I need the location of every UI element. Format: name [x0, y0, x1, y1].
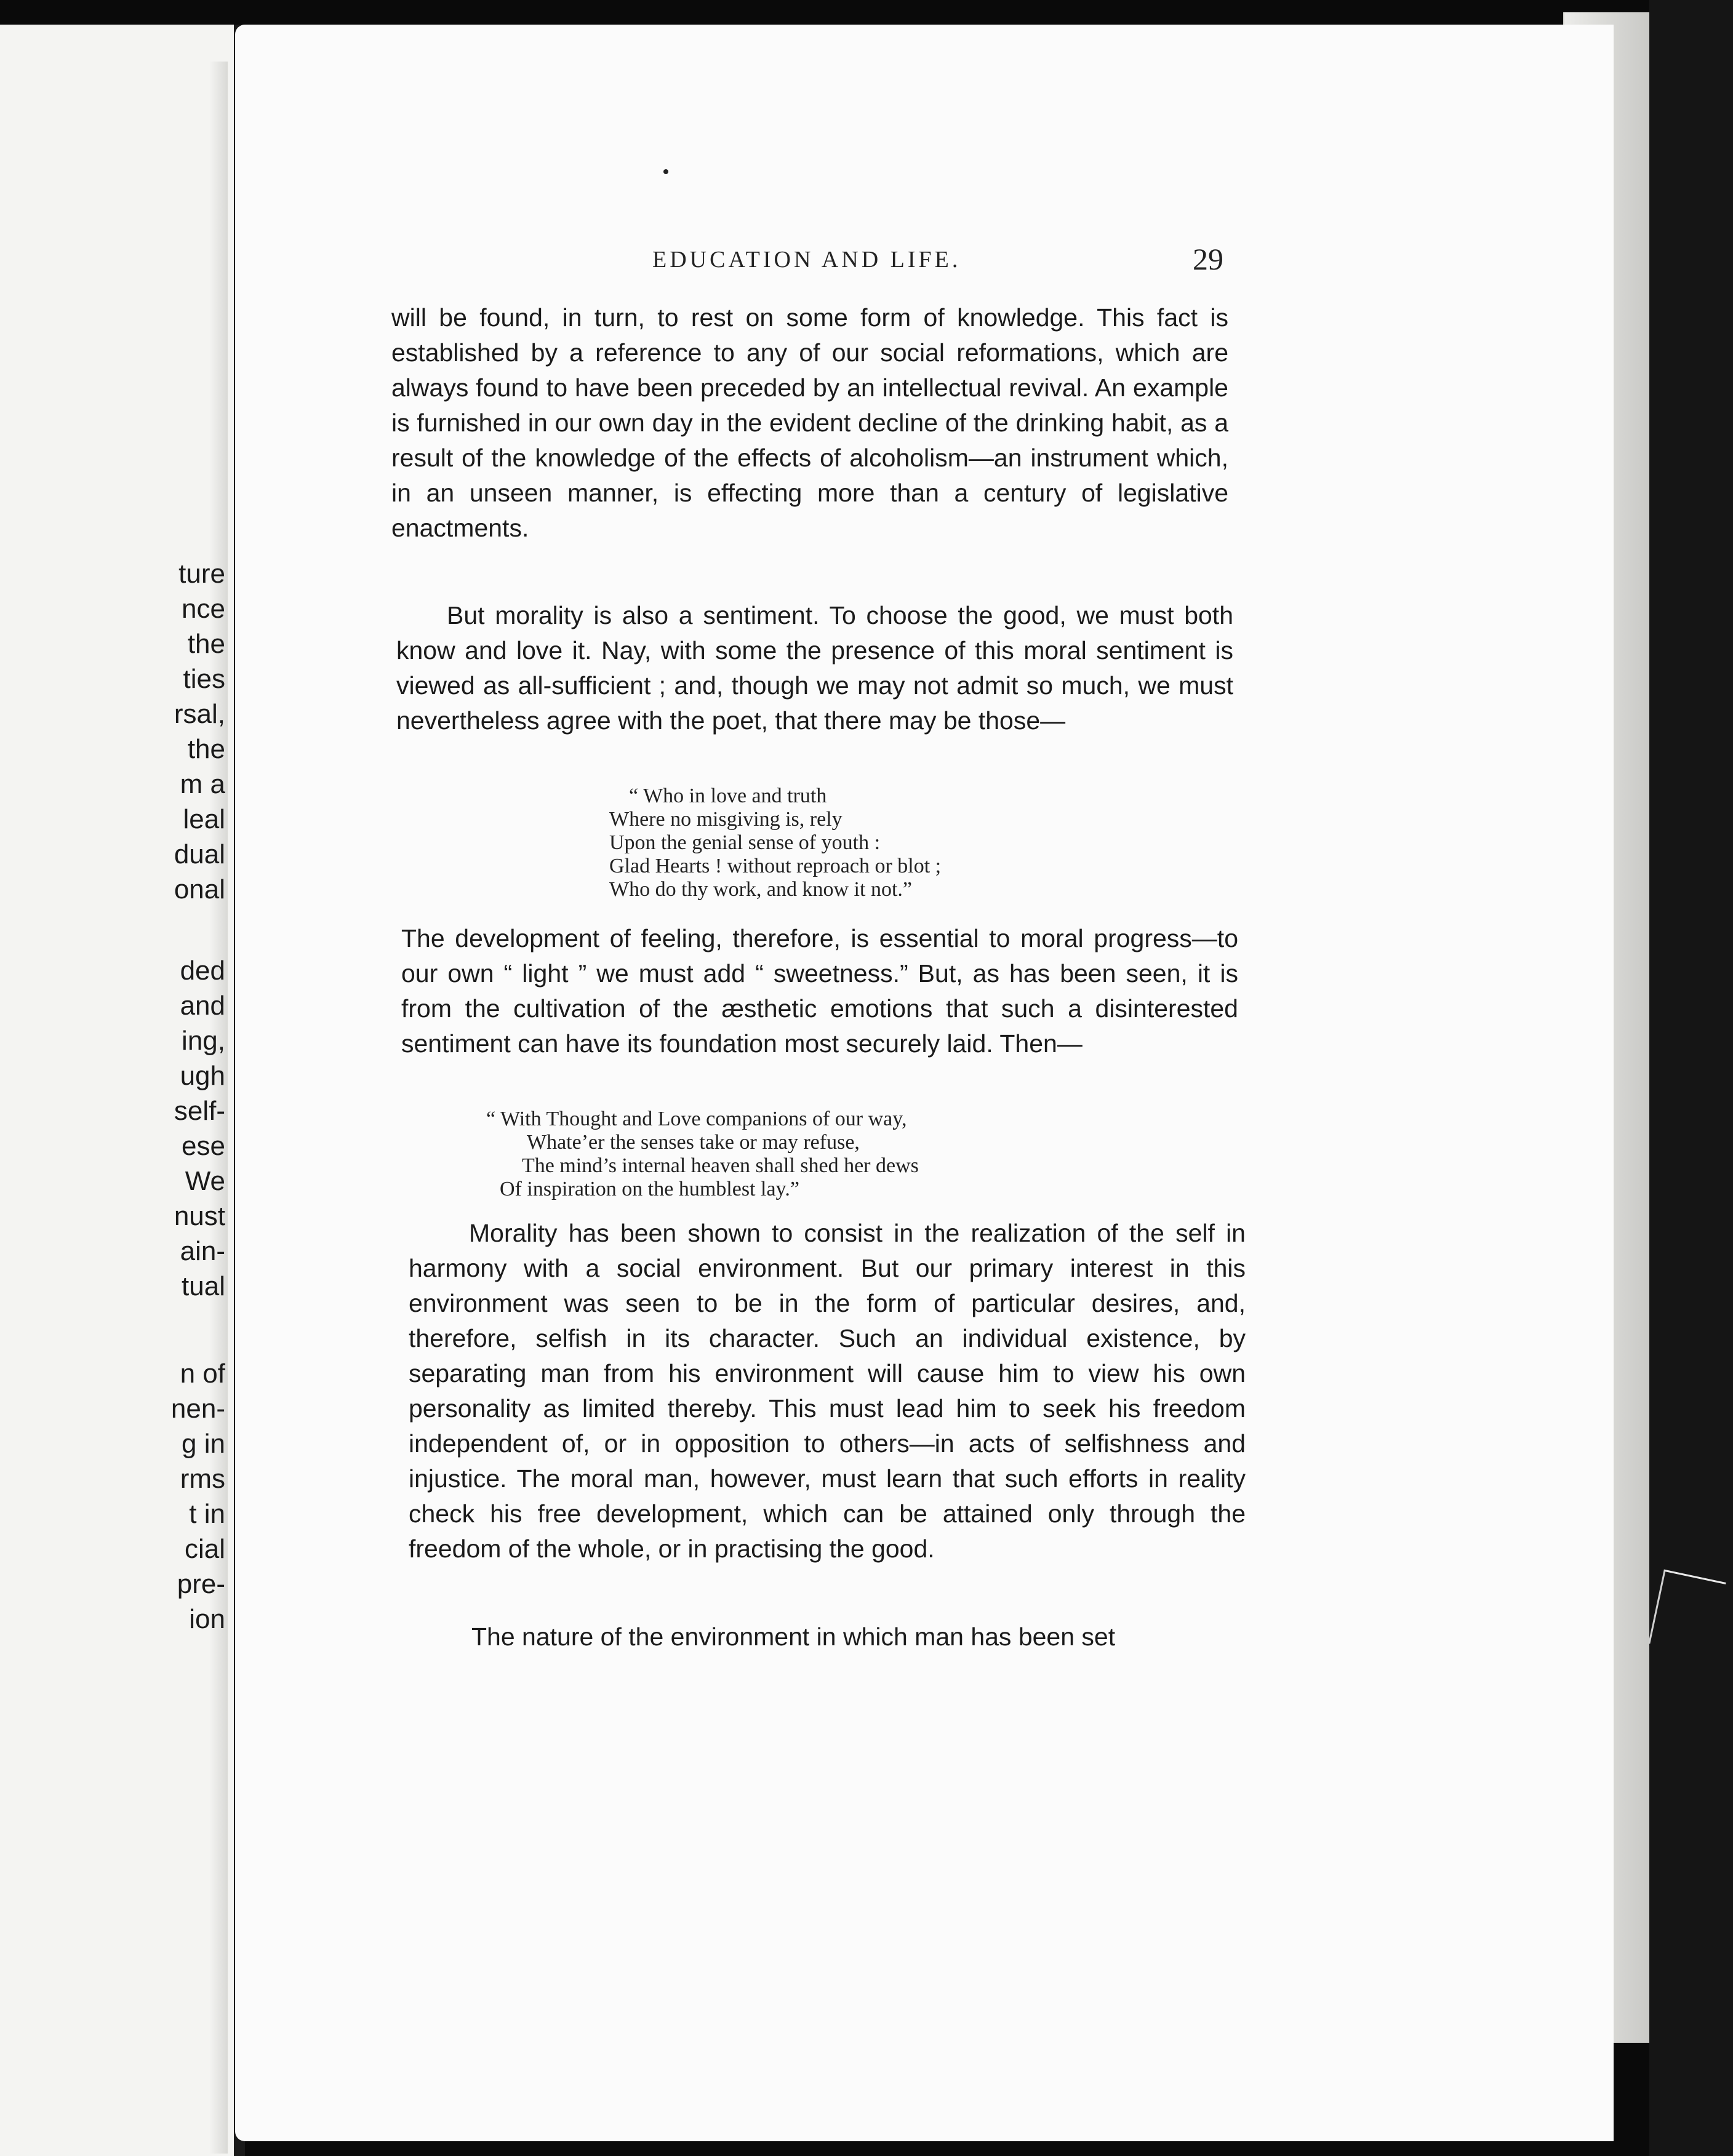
left-page-line-fragment: ties — [183, 664, 225, 694]
paragraph-5-block — [410, 1619, 1259, 1655]
paragraph-2-block — [396, 598, 1233, 738]
left-page-line-fragment: t in — [189, 1499, 225, 1529]
quote-line: Glad Hearts ! without reproach or blot ; — [609, 855, 942, 877]
left-page-line-fragment: n of — [180, 1359, 225, 1389]
paragraph-3-block — [401, 921, 1238, 1061]
left-page-line-fragment: the — [187, 734, 225, 764]
paragraph-4: Morality has been shown to consist in the realization of the self in harmony with a social environment. But our primary interest in this environment was seen to be in the form of particular desires, and, therefore, selfish in its character. Such an individual existence, by separating man from his environment will cause him to view his own personality as limited thereby. This must lead him to seek his freedom independent of, or in opposition to others—in acts of selfishness and injustice. The moral man, however, must learn that such efforts in reality check his free development, which can be attained only through the freedom of the whole, or in practising the good. — [409, 1219, 1246, 1563]
left-page-line-fragment: g in — [182, 1429, 225, 1459]
left-page-line-fragment: ese — [182, 1131, 225, 1161]
quote-line: The mind’s internal heaven shall shed her dews — [522, 1154, 919, 1177]
left-page-line-fragment: self- — [174, 1096, 225, 1126]
left-page-line-fragment: ion — [189, 1604, 225, 1634]
quote-line: Whate’er the senses take or may refuse, — [527, 1131, 860, 1154]
left-page-line-fragment: ing, — [182, 1026, 225, 1056]
left-page-line-fragment: rsal, — [174, 699, 225, 729]
left-page-line-fragment: dual — [174, 839, 225, 869]
paragraph-5: The nature of the environment in which man has been set — [471, 1623, 1116, 1651]
paragraph-1-block — [391, 300, 1228, 546]
left-page-line-fragment: onal — [174, 874, 225, 904]
quote-line: “ Who in love and truth — [629, 785, 827, 807]
quote-line: “ With Thought and Love companions of our way, — [486, 1108, 907, 1130]
left-page-line-fragment: cial — [184, 1534, 225, 1564]
book-cover-edge — [1649, 0, 1733, 2156]
left-page-line-fragment: m a — [180, 769, 225, 799]
quotation-2 — [486, 1108, 919, 1201]
quote-line: Where no misgiving is, rely — [609, 808, 842, 831]
page-number: 29 — [1193, 242, 1223, 276]
left-page-line-fragment: the — [187, 629, 225, 659]
paragraph-2: But morality is also a sentiment. To choose the good, we must both know and love it. Nay, with some the presence of this moral sentiment is viewed as all-sufficient ; and, though we may not admit so much, we must nevertheless agree with the poet, that there may be those— — [396, 601, 1233, 735]
left-page-line-fragment: ded — [180, 956, 225, 986]
left-page — [0, 25, 245, 2156]
quote-line: Who do thy work, and know it not.” — [609, 878, 912, 901]
ink-speck — [663, 169, 668, 174]
left-page-line-fragment: ugh — [180, 1061, 225, 1091]
paragraph-4-block — [409, 1216, 1246, 1567]
left-page-line-fragment: We — [185, 1166, 225, 1196]
running-head: EDUCATION AND LIFE. — [652, 247, 961, 273]
quote-line: Of inspiration on the humblest lay.” — [500, 1178, 799, 1200]
quote-line: Upon the genial sense of youth : — [609, 831, 881, 854]
left-page-line-fragment: and — [180, 991, 225, 1021]
left-page-line-fragment: rms — [180, 1464, 225, 1494]
left-page-line-fragment: nce — [182, 594, 225, 624]
left-page-line-fragment: nen- — [170, 1394, 225, 1424]
left-page-line-fragment: tual — [182, 1271, 225, 1301]
paragraph-1: will be found, in turn, to rest on some form of knowledge. This fact is established by a reference to any of our social reformations, which are always found to have been preceded by an intellectual revival. An example is furnished in our own day in the evident decline of the drinking habit, as a result of the knowledge of the effects of alcoholism—an instrument which, in an unseen manner, is effecting more than a century of legislative enactments. — [391, 303, 1228, 542]
paragraph-3: The development of feeling, therefore, is essential to moral progress—to our own “ light ” we must add “ sweetness.” But, as has been seen, it is from the cultivation of the æsthetic emotions that such a disinterested sentiment can have its foundation most securely laid. Then— — [401, 924, 1238, 1058]
quotation-1 — [609, 785, 941, 901]
left-page-line-fragment: ain- — [180, 1236, 225, 1266]
left-page-line-fragment: leal — [183, 804, 225, 834]
left-page-line-fragment: pre- — [177, 1569, 225, 1599]
left-page-line-fragment: nust — [174, 1201, 225, 1231]
left-page-line-fragment: ture — [178, 559, 225, 589]
